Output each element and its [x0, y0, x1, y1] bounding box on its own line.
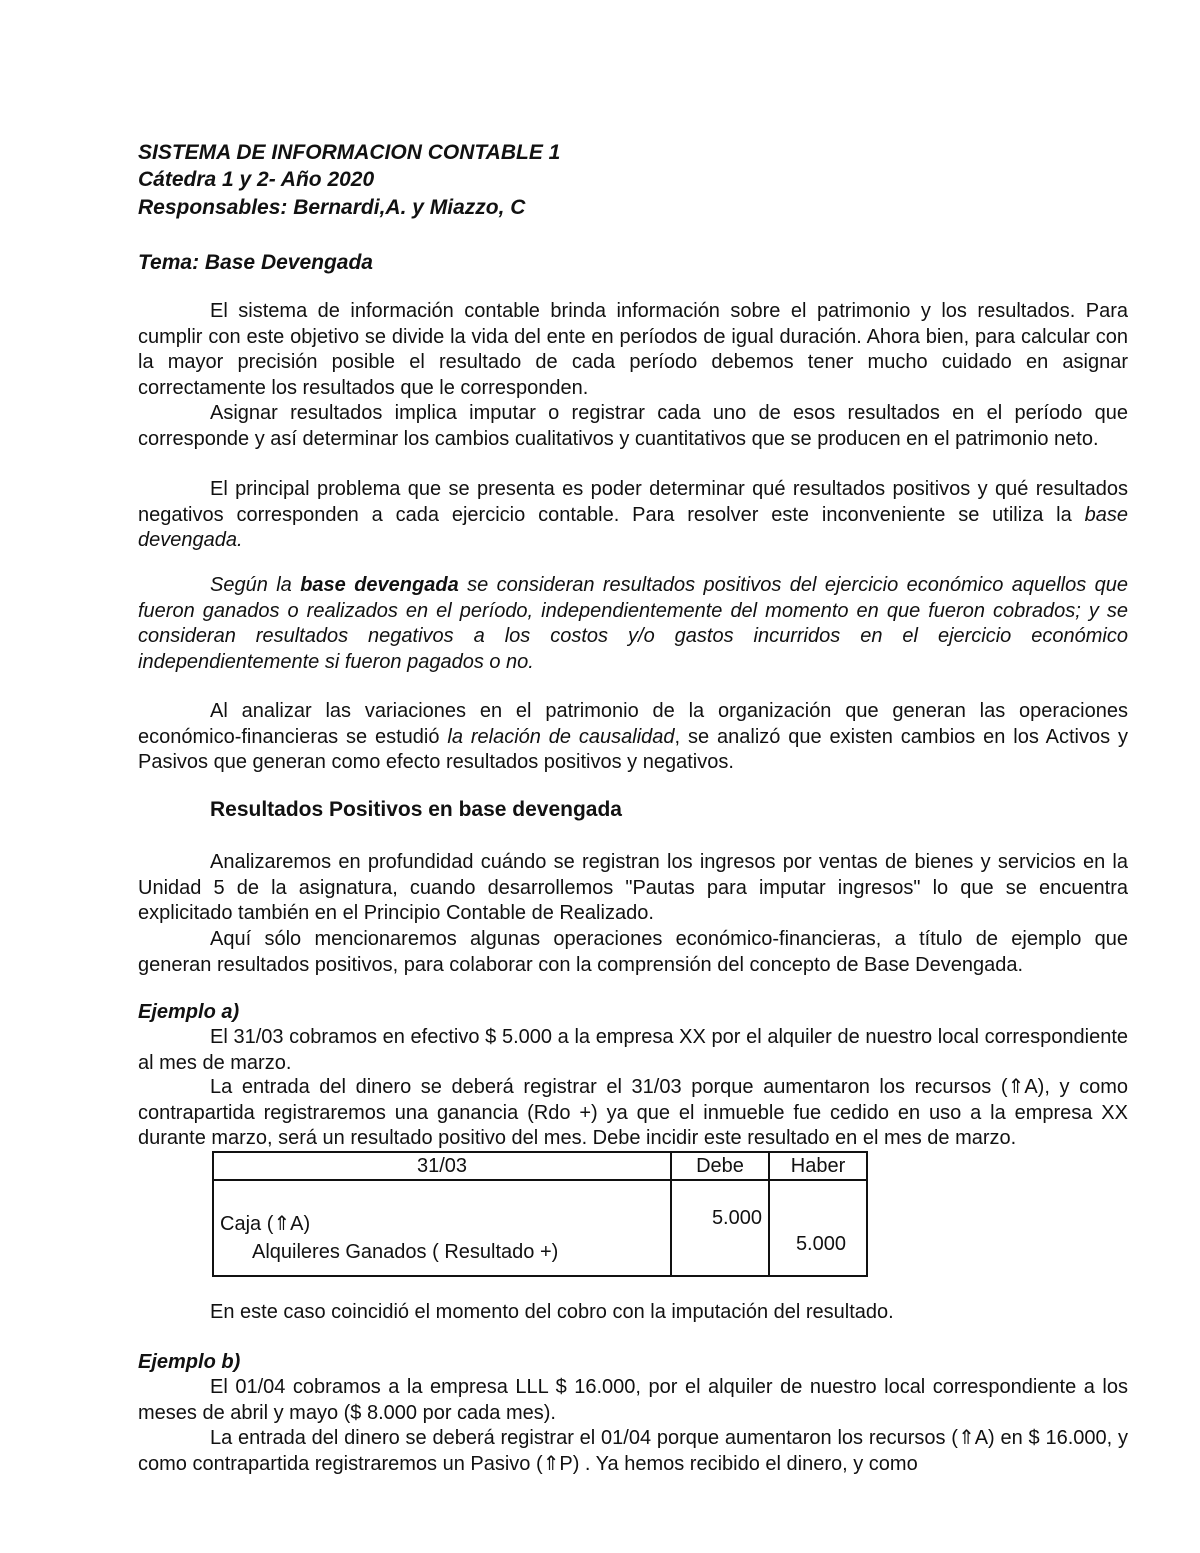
section-paragraph-1: Analizaremos en profundidad cuándo se registran los ingresos por ventas de bienes y servicios en la Unidad 5 de la asignatura, cuando desarrollemos "Pautas para imputar ingresos" lo que se encuentra explicitado también en el Principio Contable de Realizado. [138, 851, 1128, 924]
example-a-paragraph-1: El 31/03 cobramos en efectivo $ 5.000 a la empresa XX por el alquiler de nuestro local correspondiente al mes de marzo. [138, 1026, 1128, 1074]
intro-paragraph-3-text: El principal problema que se presenta es poder determinar qué resultados positivos y qué resultados negativos corresponden a cada ejercicio contable. Para resolver este inconveniente se utiliza la [138, 478, 1128, 526]
intro-paragraph-1: El sistema de información contable brinda información sobre el patrimonio y los resultados. Para cumplir con este objetivo se divide la vida del ente en períodos de igual duración. Ahora bien, para calcular con la mayor precisión posible el resultado de cada período debemos tener mucho cuidado en asignar correctamente los resultados que le corresponden. [138, 300, 1128, 399]
course-title: SISTEMA DE INFORMACION CONTABLE 1 [138, 141, 561, 164]
intro-paragraph-3-emphasis: base devengada. [138, 503, 1128, 551]
responsibles: Responsables: Bernardi,A. y Miazzo, C [138, 196, 526, 219]
journal-debit-account: Caja (⇑A) [220, 1213, 311, 1235]
definition-lead: Según la [210, 574, 301, 596]
definition-paragraph [138, 573, 1128, 675]
chair-year: Cátedra 1 y 2- Año 2020 [138, 168, 375, 191]
intro-paragraph-3 [138, 477, 1128, 554]
journal-debit-cell [671, 1180, 769, 1276]
example-a-conclusion: En este caso coincidió el momento del cobro con la imputación del resultado. [210, 1301, 894, 1323]
causality-lead: Al analizar las variaciones en el patrimonio de la organización que generan las operaciones económico-financieras se estudió [138, 700, 1128, 748]
journal-header-row [213, 1152, 867, 1180]
causality-body: , se analizó que existen cambios en los Activos y Pasivos que generan como efecto resultados positivos y negativos. [138, 725, 1128, 773]
causality-emphasis: la relación de causalidad [447, 725, 675, 748]
example-a-paragraph-2: La entrada del dinero se deberá registrar el 31/03 porque aumentaron los recursos (⇑A), y como contrapartida registraremos una ganancia (Rdo +) ya que el inmueble fue cedido en uso a la empresa XX durante marzo, será un resultado positivo del mes. Debe incidir este resultado en el mes de marzo. [138, 1076, 1128, 1149]
journal-accounts-cell [213, 1180, 671, 1276]
definition-term: base devengada [300, 574, 459, 596]
intro-paragraph-2: Asignar resultados implica imputar o registrar cada uno de esos resultados en el período que corresponde y así determinar los cambios cualitativos y cuantitativos que se producen en el patrimonio neto. [138, 402, 1128, 450]
journal-body-row [213, 1180, 867, 1276]
journal-debit-amount: 5.000 [711, 1207, 762, 1229]
example-b-title: Ejemplo b) [138, 1351, 241, 1373]
example-a-title: Ejemplo a) [138, 1001, 240, 1023]
example-b-paragraph-1: El 01/04 cobramos a la empresa LLL $ 16.000, por el alquiler de nuestro local correspondiente a los meses de abril y mayo ($ 8.000 por cada mes). [138, 1376, 1128, 1424]
causality-paragraph [138, 699, 1128, 776]
journal-credit-header: Haber [769, 1152, 867, 1180]
topic-title: Tema: Base Devengada [138, 251, 373, 274]
example-b-paragraph-2: La entrada del dinero se deberá registrar el 01/04 porque aumentaron los recursos (⇑A) en $ 16.000, y como contrapartida registraremos un Pasivo (⇑P) . Ya hemos recibido el dinero, y como [138, 1427, 1128, 1475]
definition-body: se consideran resultados positivos del ejercicio económico aquellos que fueron ganados o realizados en el período, independientemente del momento en que fueron cobrados; y se consideran resultados negativos a los costos y/o gastos incurridos en el ejercicio económico independientemente si fueron pagados o no. [138, 574, 1129, 673]
section-heading: Resultados Positivos en base devengada [210, 798, 622, 821]
journal-credit-cell [769, 1180, 867, 1276]
journal-credit-amount: 5.000 [795, 1233, 846, 1255]
journal-date: 31/03 [213, 1152, 671, 1180]
section-paragraph-2: Aquí sólo mencionaremos algunas operaciones económico-financieras, a título de ejemplo que generan resultados positivos, para colaborar con la comprensión del concepto de Base Devengada. [138, 928, 1128, 976]
journal-debit-header: Debe [671, 1152, 769, 1180]
journal-credit-account: Alquileres Ganados ( Resultado +) [252, 1241, 559, 1263]
journal-entry-table [212, 1151, 868, 1277]
